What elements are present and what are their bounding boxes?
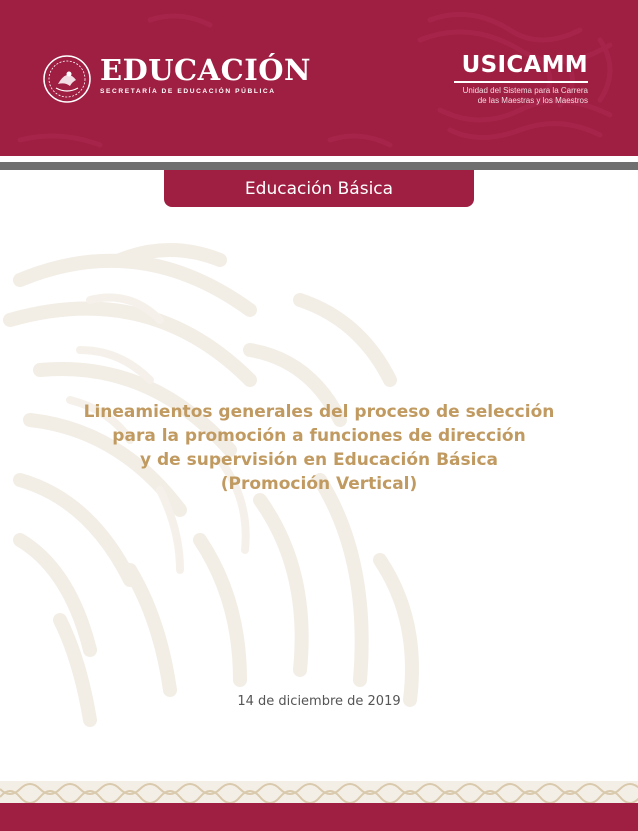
partner-divider bbox=[454, 81, 588, 83]
partner-subtitle-line2: de las Maestras y los Maestros bbox=[477, 96, 588, 105]
document-title-line-4: (Promoción Vertical) bbox=[220, 474, 418, 494]
document-title-line-2: para la promoción a funciones de dirección bbox=[112, 426, 526, 446]
brand-subtitle: SECRETARÍA DE EDUCACIÓN PÚBLICA bbox=[100, 88, 276, 95]
header-divider-gray bbox=[0, 162, 638, 170]
header-banner bbox=[0, 0, 638, 156]
footer-pattern-decoration bbox=[0, 781, 638, 803]
document-title-line-3: y de supervisión en Educación Básica bbox=[140, 450, 498, 470]
partner-title: USICAMM bbox=[461, 52, 588, 78]
section-tab-label: Educación Básica bbox=[244, 178, 394, 199]
mexican-coat-of-arms-icon bbox=[42, 54, 92, 104]
footer-bar bbox=[0, 803, 638, 831]
usicamm-brand bbox=[454, 52, 588, 106]
section-tab bbox=[164, 170, 474, 207]
partner-subtitle-line1: Unidad del Sistema para la Carrera bbox=[462, 86, 588, 95]
document-title bbox=[40, 400, 598, 496]
brand-title: EDUCACIÓN bbox=[100, 53, 312, 87]
document-title-line-1: Lineamientos generales del proceso de selección bbox=[83, 402, 555, 422]
sep-brand bbox=[100, 54, 311, 95]
document-date: 14 de diciembre de 2019 bbox=[237, 694, 401, 709]
